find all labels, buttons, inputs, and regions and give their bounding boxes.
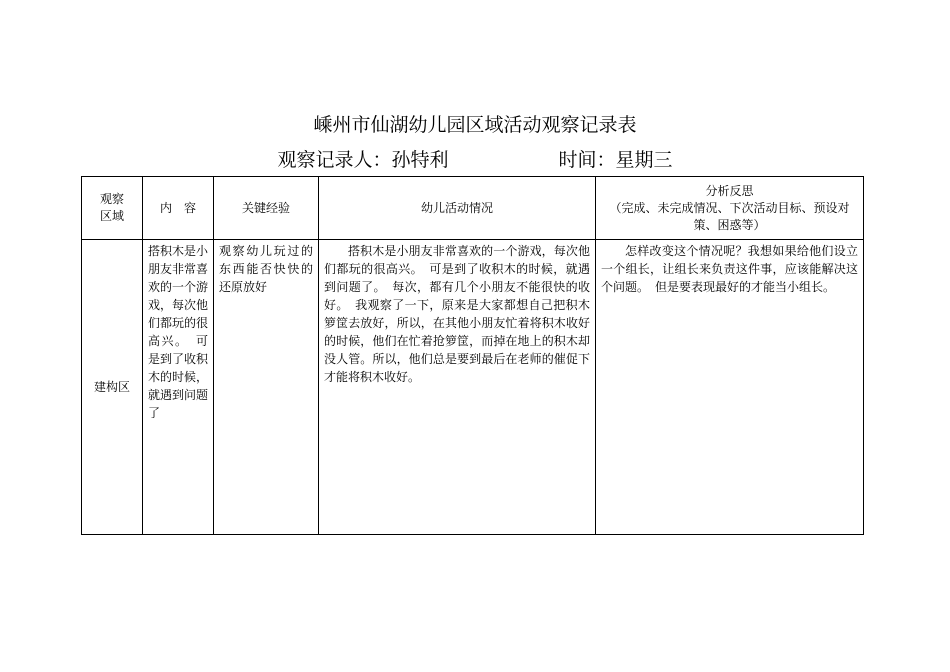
cell-key-experience: 观察幼儿玩过的东西能否快快的还原放好 [214,240,319,535]
time-value: 星期三 [615,149,673,171]
table-header-row [82,177,864,240]
observation-table [81,176,864,535]
header-analysis-title: 分析反思 [705,183,754,198]
header-activity: 幼儿活动情况 [319,177,596,240]
cell-analysis: 怎样改变这个情况呢？我想如果给他们设立一个组长，让组长来负责这件事，应该能解决这个问题。 但是要表现最好的才能当小组长。 [596,240,864,535]
cell-area: 建构区 [82,240,143,535]
header-analysis [596,177,864,240]
header-area [82,177,143,240]
header-key-experience: 关键经验 [214,177,319,240]
time-label: 时间： [558,149,616,171]
header-area-line1: 观察 [99,192,124,206]
table-row [82,240,864,535]
page-title: 嵊州市仙湖幼儿园区域活动观察记录表 [313,114,637,136]
meta-line [0,147,950,173]
cell-activity: 搭积木是小朋友非常喜欢的一个游戏，每次他们都玩的很高兴。 可是到了收积木的时候，就遇到问题了。 每次，都有几个小朋友不能很快的收好。 我观察了一下，原来是大家都想自己把积木箩筐去放好，所以，在其他小朋友忙着将积木收好的时候，他们在忙着抢箩筐，而掉在地上的积木却没人管。所以，他们总是要到最后在老师的催促下才能将积木收好。 [319,240,596,535]
header-content: 内 容 [143,177,214,240]
recorder-name: 孙特利 [391,149,449,171]
header-area-line2: 区域 [99,209,124,223]
recorder-label: 观察记录人： [277,149,392,171]
cell-content: 搭积木是小朋友非常喜欢的一个游戏，每次他们都玩的很高兴。 可是到了收积木的时候，就遇到问题了 [143,240,214,535]
header-analysis-note: （完成、未完成情况、下次活动目标、预设对策、困惑等） [609,200,850,232]
